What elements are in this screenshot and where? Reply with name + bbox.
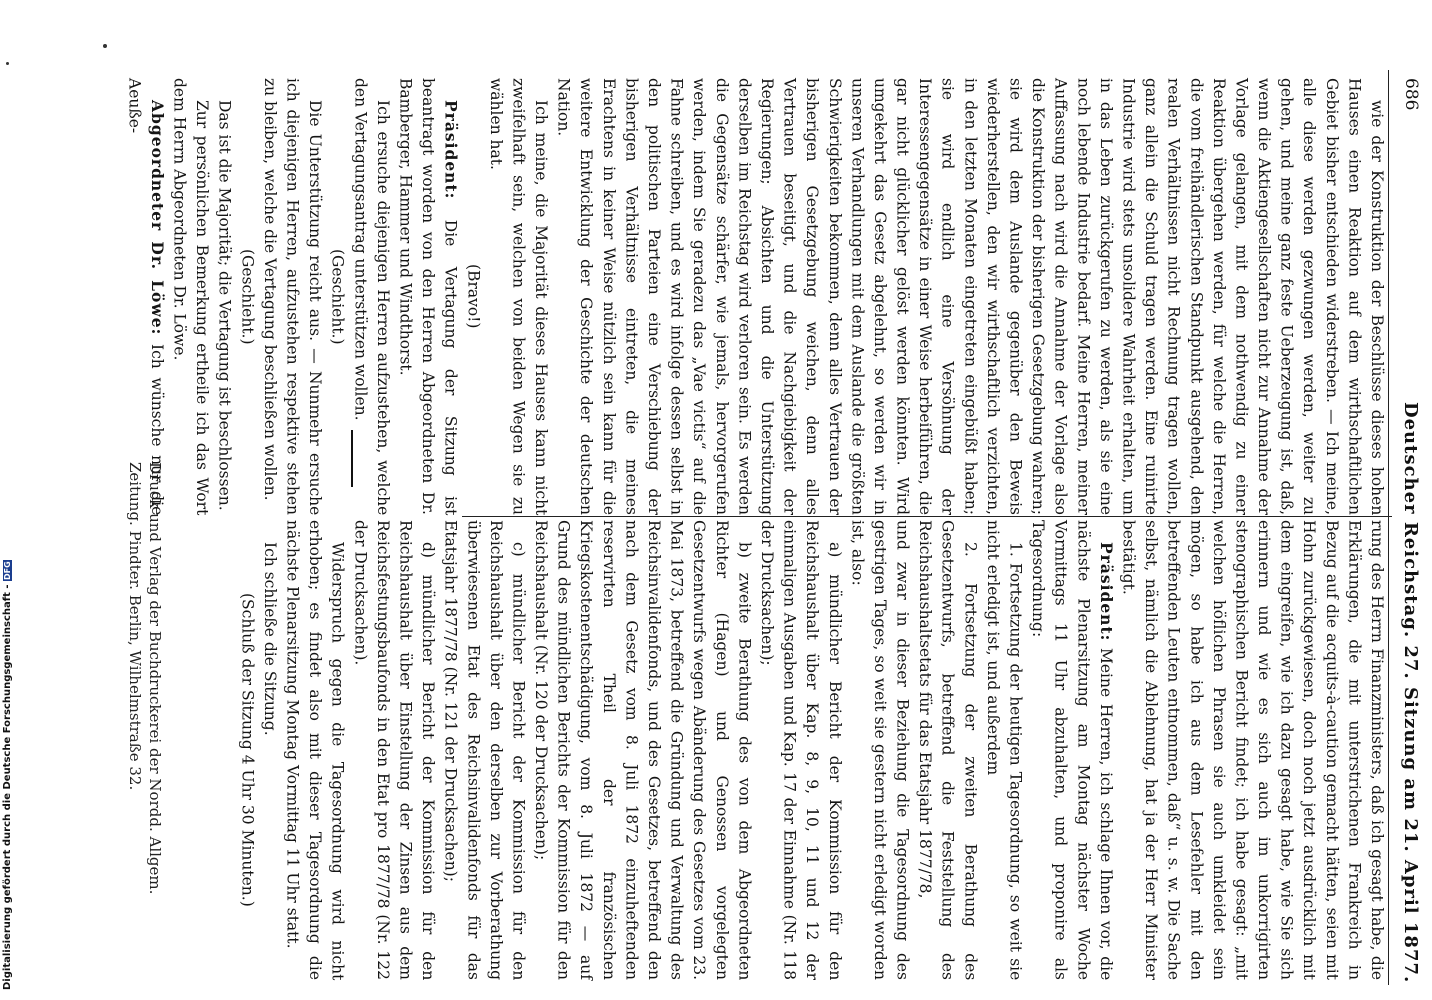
- paragraph-text: Zur persönlichen Bemerkung ertheile ich das Wort dem Herrn Abgeordneten Dr. Löwe.: [170, 78, 212, 515]
- paragraph-text: c) mündlicher Bericht der Kommission für den Reichshaushalt über den derselben zur Vorberathung überwiesenen Etat des Reichsinvalidenfonds für das Etatsjahr 1877/78 (Nr. 121 der Drucksachen);: [441, 520, 528, 980]
- page-header: [1397, 78, 1421, 983]
- paragraph: [755, 520, 845, 980]
- paragraph: [439, 520, 529, 980]
- stage-direction-text: (Schluß der Sitzung 4 Uhr 30 Minuten.): [238, 593, 257, 907]
- paragraph-text: a) mündlicher Bericht der Kommission für den Reichshaushalt über Kap. 8, 9, 10, 11 und 12 der einmaligen Ausgaben und Kap. 17 der Einnahme (Nr. 118 der Drucksachen);: [757, 520, 844, 980]
- paragraph-text: Die Vertagung der Sitzung ist beantragt worden von den Herren Abgeordneten Dr. Bamberger, Hammer und Windthorst.: [396, 78, 460, 515]
- stage-direction-text: (Geschieht.): [238, 248, 257, 345]
- header-rule: [1388, 70, 1389, 985]
- dfg-logo: DFG: [3, 561, 12, 580]
- paragraph-text: 2. Fortsetzung der zweiten Berathung des Gesetzentwurfs, betreffend die Feststellung des Reichshaushaltsetats für das Etatsjahr 1877/78,: [916, 520, 980, 980]
- paragraph-text: Ich meine, die Majorität dieses Hauses kann nicht zweifelhaft sein, welchen von beiden Wegen sie zu wählen hat.: [486, 78, 551, 515]
- paragraph: [846, 520, 914, 980]
- paragraph: [349, 520, 439, 980]
- page-number: 686: [1401, 78, 1421, 111]
- paragraph: [168, 78, 213, 515]
- paragraph: [1027, 520, 1117, 980]
- paragraph-text: 1. Fortsetzung der heutigen Tagesordnung, so weit sie nicht erledigt ist, und außerdem: [983, 520, 1025, 980]
- paragraph: [914, 520, 982, 980]
- scan-speck: [103, 44, 107, 48]
- stage-direction-text: (Geschieht.): [328, 248, 347, 345]
- paragraph-text: Meine Herren, ich schlage Ihnen vor, die nächste Plenarsitzung am Montag nächster Woche Vormittags 11 Uhr abzuhalten, und proponire als Tagesordnung:: [1029, 520, 1115, 980]
- paragraph-text: Ich ersuche diejenigen Herren aufzustehen, welche den Vertagungsantrag unterstützen wollen.: [351, 78, 392, 515]
- page-title: Deutscher Reichstag. 27. Sitzung am 21. April 1877.: [1400, 401, 1421, 983]
- paragraph-text: wie der Konstruktion der Beschlüsse dieses hohen Hauses einen Reaktion auf dem wirthschaftlichen Gebiet bisher entschieden widerstreben. — Ich meine, alle diese werden gezwungen werden, weiter zu gehen, und meine ganz feste Ueberzeugung ist, daß, wenn die Aktiengesellschaften nicht zur Annahme der Vorlage gelangen, mit dem nothwendig zu einer Reaktion übergehen werden, für welche die Herren, die vom freihändlerischen Standpunkt ausgehend, den realen Verhältnissen nicht Rechnung tragen wollen, ganz allein die Schuld tragen werden. Eine ruinirte Industrie wird stets unsolidere Wahrheit erhalten, um in das Leben zurückgerufen zu werden, als sie eine noch lebende Industrie bedarf. Meine Herren, meiner Auffassung nach wird die Annahme der Vorlage also die Konstruktion der bisherigen Gesetzgebung wahren; sie wird dem Auslande gegenüber den Beweis wiederherstellen, den wir wirthschaftlich verzichten, in den letzten Monaten eingetreten eingebüßt haben; sie wird endlich eine Versöhnung der Interessengegensätze in einer Weise herbeiführen, die gar nicht glücklicher gelöst werden könnten. Wird umgekehrt das Gesetz abgelehnt, so werden wir in unseren Verhandlungen mit dem Auslande die größten Schwierigkeiten bekommen, denn alles Vertrauen der bisherigen Gesetzgebung weichen, denn alles Vertrauen beseitigt, und die Nachgiebigkeit der Regierungen; Absichten und die Unterstützung derselben im Reichstag wird verloren sein. Es werden die Gegensätze schärfer, wie jemals, hervorgerufen werden, indem Sie geradezu das „Vae victis“ auf die Fahne schreiben, und es wird infolge dessen selbst in den politischen Parteien eine Verschiebung der bisherigen Verhältnisse eintreten, die meines Erachtens in keiner Weise nützlich sein kann für die weitere Entwicklung der Geschichte der deutschen Nation.: [554, 78, 1386, 515]
- printer-imprint: Druck und Verlag der Buchdruckerei der Nordd. Allgem. Zeitung. Pindter. Berlin, Wilhelmstraße 32.: [126, 462, 164, 895]
- speaker-name: Präsident:: [1096, 541, 1116, 642]
- paragraph: [981, 520, 1026, 980]
- speaker-name: Abgeordneter Dr. Löwe:: [147, 99, 167, 335]
- paragraph: [529, 520, 755, 980]
- stage-direction: [236, 78, 259, 515]
- margin-mark: [351, 430, 353, 487]
- stage-direction: [236, 520, 259, 980]
- paragraph: [552, 78, 1388, 515]
- left-text-column: [125, 78, 1388, 515]
- paragraph-text: Widerspruch gegen die Tagesordnung wird nicht erhoben; es findet also mit dieser Tagesordnung die nächste Plenarsitzung Montag Vormittag 11 Uhr statt.: [283, 520, 347, 980]
- paragraph-text: und zwar in dieser Beziehung die Tagesordnung des gestrigen Tages, so weit sie gestern nicht erledigt worden ist, also:: [848, 520, 912, 980]
- paragraph: [258, 78, 326, 515]
- paragraph: [394, 78, 462, 515]
- paragraph-text: Das ist die Majorität; die Vertagung ist beschlossen.: [215, 99, 234, 511]
- right-text-column: [238, 520, 1388, 980]
- paragraph-text: Ich wünsche nur die Aeuße-: [125, 78, 166, 515]
- paragraph: [123, 78, 168, 515]
- paragraph-text: rung des Herrn Finanzministers, daß ich gesagt habe, die Erklärungen, die mit unterstrichenen Frankreich in Bezug auf die acquits-à-caution gemacht hätten, seien mit Hohn zurückgewiesen, doch noch jetzt ausdrücklich mit dem eingreifen, wie ich dazu gesagt habe, wie Sie sich erinnern und wie es sich auch im unkorrigirten stenographischen Bericht findet; ich habe gesagt: „mit welchen höflichen Phrasen sie auch umkleidet sein mögen, so habe ich aus dem Lesefehler mit den betreffenden Leuten entnommen, daß“ u. s. w. Die Sache selbst, nämlich die Ablehnung, hat ja der Herr Minister bestätigt.: [1119, 520, 1386, 980]
- paragraph: [1117, 520, 1388, 980]
- paragraph: [349, 78, 394, 515]
- column-separator: [462, 516, 1392, 517]
- paragraph: [213, 78, 236, 515]
- scan-speck: [6, 62, 9, 65]
- paragraph: [258, 520, 281, 980]
- paragraph-text: d) mündlicher Bericht der Kommission für den Reichshaushalt über Einstellung der Zinsen aus dem Reichsfestungsbaufonds in den Etat pro 1877/78 (Nr. 122 der Drucksachen).: [351, 520, 438, 980]
- paragraph-text: Ich schließe die Sitzung.: [260, 541, 279, 736]
- stage-direction: [326, 78, 349, 515]
- paragraph-text: b) zweite Berathung des von dem Abgeordneten Richter (Hagen) und Genossen vorgelegten Gesetzentwurfs wegen Abänderung des Gesetzes vom 23. Mai 1873, betreffend die Gründung und Verwaltung des Reichsinvalidenfonds, und des Gesetzes, betreffend den nach dem Gesetz vom 8. Juli 1872 einzuheftenden reservirten Theil der französischen Kriegskostenentschädigung, vom 8. Juli 1872 — auf Grund des mündlichen Berichts der Kommission für den Reichshaushalt (Nr. 120 der Drucksachen);: [532, 520, 754, 980]
- paragraph-text: Die Unterstützung reicht aus. — Nunmehr ersuche ich diejenigen Herren, aufzustehen respektive stehen zu bleiben, welche die Vertagung beschließen wollen.: [260, 78, 325, 515]
- digitization-note: [2, 561, 18, 990]
- speaker-name: Präsident:: [441, 99, 461, 200]
- paragraph: [281, 520, 349, 980]
- stage-direction: [462, 78, 485, 515]
- stage-direction-text: (Bravo!): [464, 264, 483, 329]
- digitization-note-text: Digitalisierung gefördert durch die Deutsche Forschungsgemeinschaft -: [2, 584, 13, 990]
- paragraph: [484, 78, 552, 515]
